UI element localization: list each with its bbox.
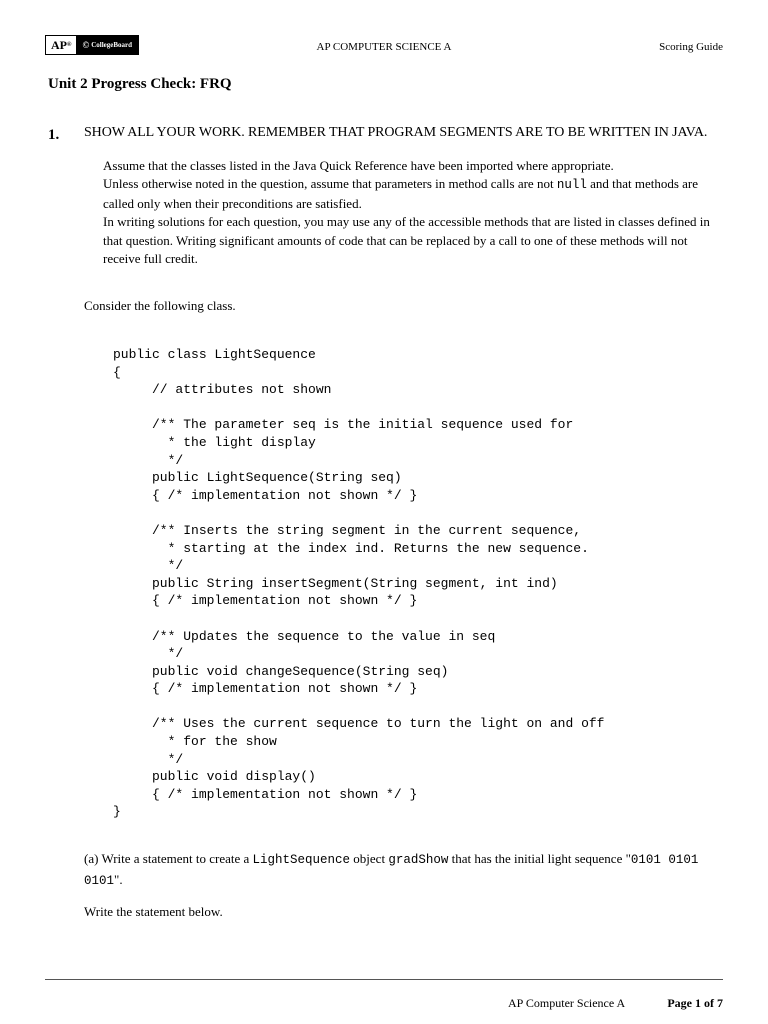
assumption-line: Assume that the classes listed in the Java Quick Reference have been imported where appropriate. (103, 158, 614, 173)
write-statement-instruction: Write the statement below. (84, 904, 223, 919)
header-course-title: AP COMPUTER SCIENCE A (316, 41, 452, 53)
consider-text: Consider the following class. (84, 298, 236, 313)
assumption-line: In writing solutions for each question, you may use any of the accessible methods that are listed in classes defined in that question. Writing significant amounts of code that can be replaced by a call to one of these methods will not receive full credit. (103, 214, 710, 267)
assumptions-block (103, 157, 723, 268)
question-number: 1. (48, 127, 60, 143)
class-name-code: LightSequence (252, 853, 351, 867)
page-title: Unit 2 Progress Check: FRQ (48, 76, 232, 92)
code-block: public class LightSequence { // attributes not shown /** The parameter seq is the initial sequence used for * the light display */ public LightSequence(String seq) { /* implementation not shown */ } /** Inserts the string segment in the current sequence, * starting at the index ind. Returns the new sequence. */ public String insertSegment(String segment, int ind) { /* implementation not shown */ } /** Updates the sequence to the value in seq */ public void changeSequence(String seq) { /* implementation not shown */ } /** Uses the current sequence to turn the light on and off * for the show */ public void display() { /* implementation not shown */ } } (113, 347, 605, 820)
collegeboard-logo: © CollegeBoard (76, 36, 138, 54)
assumption-line: Unless otherwise noted in the question, assume that parameters in method calls are not null and that methods are called only when their preconditions are satisfied. (103, 176, 699, 211)
variable-name-code: gradShow (388, 853, 449, 867)
null-keyword: null (556, 178, 587, 193)
ap-logo: AP ® (46, 36, 76, 54)
sequence-value-code: 0101 0101 0101 (84, 853, 699, 888)
footer-page-number: Page 1 of 7 (667, 996, 723, 1010)
footer-divider (45, 979, 723, 980)
footer-course: AP Computer Science A (508, 996, 626, 1010)
question-heading: SHOW ALL YOUR WORK. REMEMBER THAT PROGRAM SEGMENTS ARE TO BE WRITTEN IN JAVA. (84, 125, 708, 140)
acorn-icon: © (82, 40, 90, 50)
header-scoring-guide: Scoring Guide (659, 41, 723, 53)
part-a-prompt: (a) Write a statement to create a LightSequence object gradShow that has the initial light sequence "0101 0101 0101". (84, 851, 699, 888)
